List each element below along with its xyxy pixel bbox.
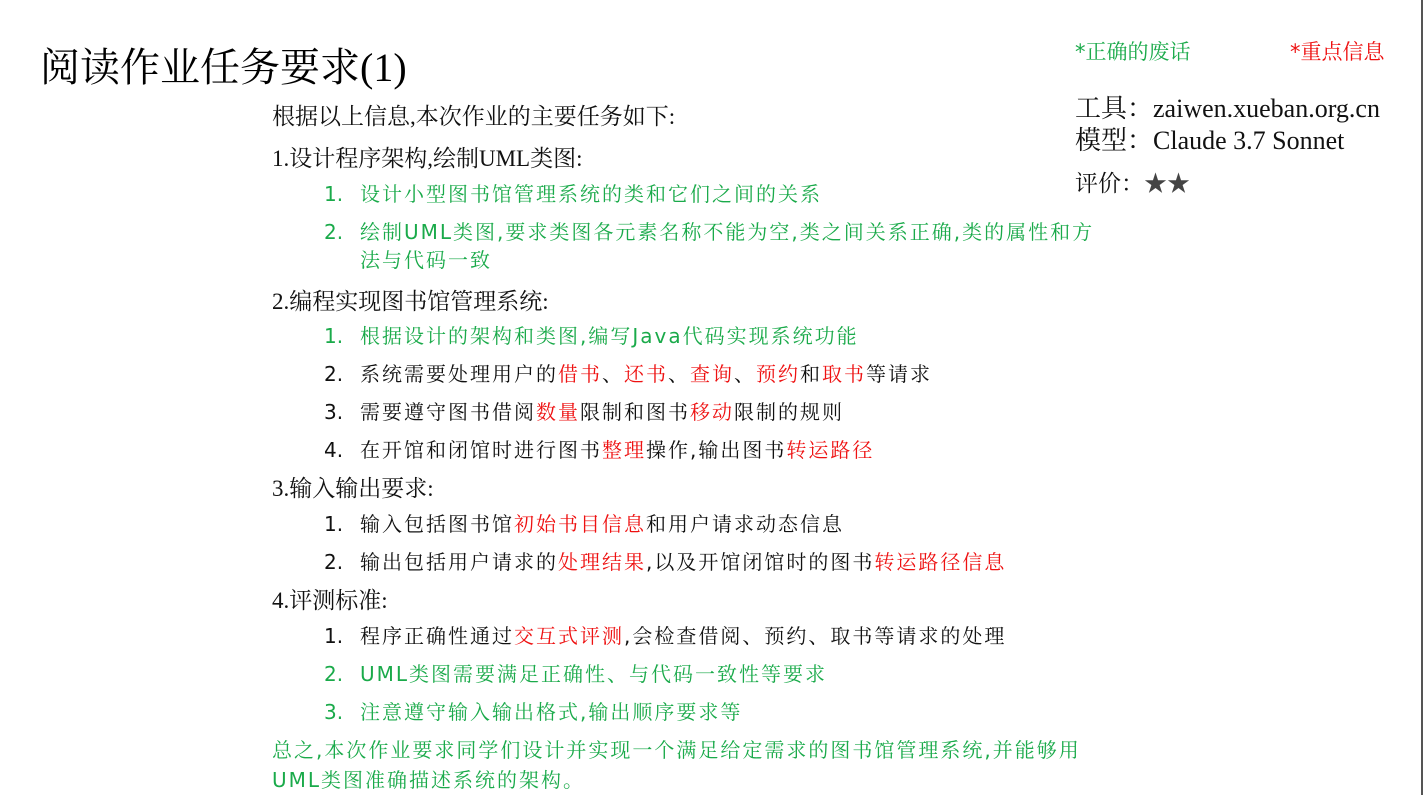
list-item bbox=[324, 696, 742, 725]
plain-text: ,以及开馆闭馆时的图书 bbox=[646, 550, 875, 574]
list-item bbox=[324, 434, 874, 463]
slide-title: 阅读作业任务要求(1) bbox=[40, 45, 407, 90]
generic-text: 绘制UML类图,要求类图各元素名称不能为空,类之间关系正确,类的属性和方 bbox=[360, 220, 1095, 244]
list-item-continuation: 法与代码一致 bbox=[360, 248, 492, 272]
key-info-text: 整理 bbox=[602, 438, 646, 462]
key-info-text: 预约 bbox=[756, 362, 800, 386]
key-info-text: 借书 bbox=[558, 362, 602, 386]
key-info-text: 交互式评测 bbox=[514, 624, 624, 648]
key-info-text: 初始书目信息 bbox=[514, 512, 646, 536]
plain-text: 等请求 bbox=[866, 362, 932, 386]
plain-text: 需要遵守图书借阅 bbox=[360, 400, 536, 424]
list-item-number: 1. bbox=[324, 324, 344, 348]
key-info-text: 取书 bbox=[822, 362, 866, 386]
plain-text: 输出包括用户请求的 bbox=[360, 550, 558, 574]
section-heading: 1.设计程序架构,绘制UML类图: bbox=[272, 146, 583, 171]
tool-label: 工具： bbox=[1075, 94, 1154, 123]
generic-text: 注意遵守输入输出格式,输出顺序要求等 bbox=[360, 700, 743, 724]
list-item bbox=[324, 358, 932, 387]
plain-text: ,会检查借阅、预约、取书等请求的处理 bbox=[624, 624, 1007, 648]
plain-text: 和用户请求动态信息 bbox=[646, 512, 844, 536]
generic-text: 设计小型图书馆管理系统的类和它们之间的关系 bbox=[360, 182, 822, 206]
rating-label: 评价： bbox=[1075, 171, 1144, 196]
section-heading: 3.输入输出要求: bbox=[272, 476, 434, 501]
list-item-number: 2. bbox=[324, 550, 344, 574]
list-item bbox=[324, 508, 844, 537]
list-item-number: 1. bbox=[324, 182, 344, 206]
plain-text: 、 bbox=[734, 362, 756, 386]
plain-text: 操作,输出图书 bbox=[646, 438, 787, 462]
key-info-text: 数量 bbox=[536, 400, 580, 424]
list-item bbox=[324, 620, 1006, 649]
summary-text: 总之,本次作业要求同学们设计并实现一个满足给定需求的图书馆管理系统,并能够用 bbox=[272, 738, 1081, 762]
list-item-number: 2. bbox=[324, 362, 344, 386]
list-item bbox=[324, 546, 1006, 575]
list-item bbox=[324, 216, 1094, 245]
intro-text: 根据以上信息,本次作业的主要任务如下: bbox=[272, 104, 676, 129]
generic-text: UML类图需要满足正确性、与代码一致性等要求 bbox=[360, 662, 828, 686]
list-item-number: 2. bbox=[324, 662, 344, 686]
list-item-number: 4. bbox=[324, 438, 344, 462]
list-item-number: 3. bbox=[324, 400, 344, 424]
list-item-number: 2. bbox=[324, 220, 344, 244]
rating-info bbox=[1075, 165, 1190, 198]
key-info-text: 处理结果 bbox=[558, 550, 646, 574]
section-heading: 2.编程实现图书馆管理系统: bbox=[272, 289, 549, 314]
model-info bbox=[1075, 120, 1344, 157]
plain-text: 程序正确性通过 bbox=[360, 624, 514, 648]
list-item bbox=[324, 178, 822, 207]
plain-text: 在开馆和闭馆时进行图书 bbox=[360, 438, 602, 462]
model-label: 模型： bbox=[1075, 126, 1154, 155]
model-value: Claude 3.7 Sonnet bbox=[1153, 126, 1345, 155]
list-item bbox=[324, 658, 827, 687]
key-info-text: 查询 bbox=[690, 362, 734, 386]
key-info-text: 移动 bbox=[690, 400, 734, 424]
list-item-number: 1. bbox=[324, 624, 344, 648]
plain-text: 和 bbox=[800, 362, 822, 386]
section-heading: 4.评测标准: bbox=[272, 588, 388, 613]
plain-text: 系统需要处理用户的 bbox=[360, 362, 558, 386]
plain-text: 限制的规则 bbox=[734, 400, 844, 424]
key-info-text: 转运路径信息 bbox=[874, 550, 1007, 574]
key-info-text: 转运路径 bbox=[786, 438, 875, 462]
legend-red-label: *重点信息 bbox=[1290, 40, 1385, 64]
list-item-number: 3. bbox=[324, 700, 344, 724]
key-info-text: 还书 bbox=[624, 362, 668, 386]
tool-value: zaiwen.xueban.org.cn bbox=[1153, 94, 1380, 123]
generic-text: 根据设计的架构和类图,编写Java代码实现系统功能 bbox=[360, 324, 859, 348]
legend-green-label: *正确的废话 bbox=[1075, 40, 1191, 64]
list-item-number: 1. bbox=[324, 512, 344, 536]
plain-text: 输入包括图书馆 bbox=[360, 512, 514, 536]
summary-text: UML类图准确描述系统的架构。 bbox=[272, 768, 586, 792]
plain-text: 、 bbox=[668, 362, 690, 386]
plain-text: 限制和图书 bbox=[580, 400, 690, 424]
list-item bbox=[324, 396, 844, 425]
plain-text: 、 bbox=[602, 362, 624, 386]
list-item bbox=[324, 320, 859, 349]
star-rating-icon: ★★ bbox=[1144, 171, 1190, 196]
